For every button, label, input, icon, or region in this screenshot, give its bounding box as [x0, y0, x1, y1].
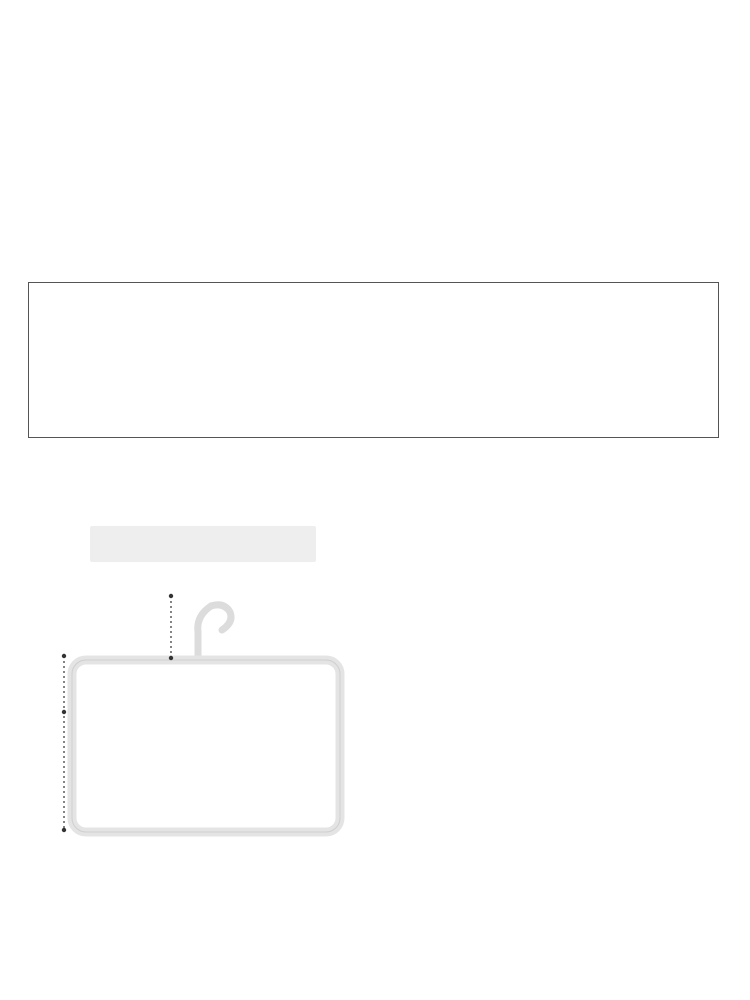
hanger-hook [198, 605, 231, 658]
product-name [41, 311, 401, 338]
size-badge [90, 526, 316, 562]
hanger-frame [72, 660, 340, 832]
hanger-diagram [0, 580, 420, 900]
parameters-box [28, 282, 719, 438]
